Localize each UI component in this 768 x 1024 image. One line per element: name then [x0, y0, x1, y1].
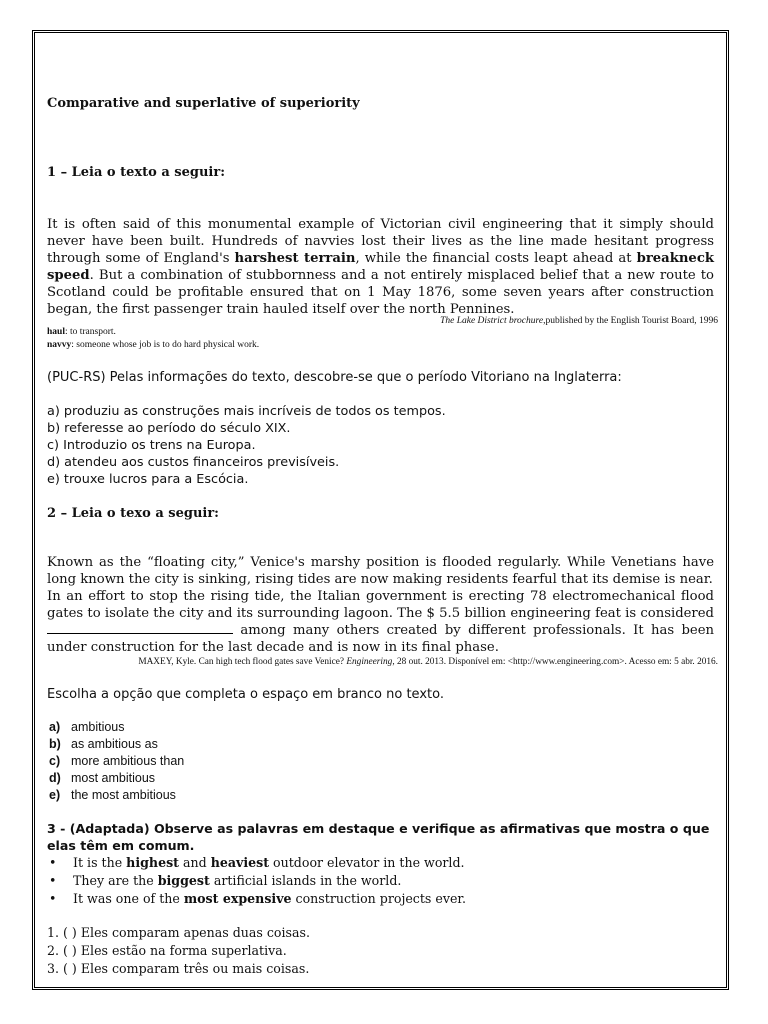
- question-1-citation: [440, 316, 718, 326]
- question-3-examples: [49, 854, 466, 908]
- option-c[interactable]: [49, 753, 184, 770]
- fill-in-blank[interactable]: [47, 622, 233, 634]
- option-text: ambitious: [71, 720, 125, 734]
- option-a[interactable]: [49, 719, 184, 736]
- question-2-options: [49, 719, 184, 804]
- option-text: more ambitious than: [71, 754, 185, 768]
- glossary-haul: [47, 327, 116, 337]
- option-e[interactable]: [49, 787, 184, 804]
- glossary-term: navvy: [47, 340, 72, 350]
- option-letter: b): [49, 737, 61, 751]
- citation-source: The Lake District brochure: [440, 316, 544, 326]
- example-text: construction projects ever.: [291, 891, 467, 906]
- passage-text: , while the financial costs leapt ahead at: [355, 251, 637, 266]
- question-1-heading: 1 – Leia o texto a seguir:: [47, 165, 225, 180]
- example-text: and: [179, 855, 211, 870]
- question-1-options: [47, 403, 446, 488]
- citation-detail: , 28 out. 2013. Disponível em: <http://www.engineering.com>. Acesso em: 5 abr. 2016.: [392, 657, 718, 667]
- example-item: [49, 854, 466, 872]
- example-item: [49, 872, 466, 890]
- option-letter: c): [49, 754, 61, 768]
- citation-source: Engineering: [346, 657, 393, 667]
- highlight-harshest-terrain: harshest terrain: [234, 251, 356, 266]
- highlight-word: highest: [126, 855, 179, 870]
- example-text: They are the: [73, 873, 158, 888]
- example-text: It is the: [73, 855, 127, 870]
- option-a[interactable]: a) produziu as construções mais incríveis de todos os tempos.: [47, 404, 446, 419]
- passage-text: It is often said of this monumental example of Victorian civil engineering that it simply should never have been built. Hundreds of navvies lost their lives as the line made hesitant progress through some of England's: [47, 217, 714, 266]
- example-text: It was one of the: [73, 891, 184, 906]
- bullet-icon: •: [49, 873, 57, 888]
- option-d[interactable]: [49, 770, 184, 787]
- bullet-icon: •: [49, 891, 57, 906]
- citation-author: MAXEY, Kyle. Can high tech flood gates save Venice?: [138, 657, 347, 667]
- question-1-prompt: (PUC-RS) Pelas informações do texto, descobre-se que o período Vitoriano na Inglaterra:: [47, 370, 622, 385]
- question-2-passage: [47, 554, 714, 656]
- statement-3[interactable]: 3. ( ) Eles comparam três ou mais coisas.: [47, 961, 310, 976]
- highlight-breakneck-speed: breakneck speed: [47, 251, 714, 283]
- bullet-icon: •: [49, 855, 57, 870]
- option-e[interactable]: e) trouxe lucros para a Escócia.: [47, 472, 249, 487]
- option-c[interactable]: c) Introduzio os trens na Europa.: [47, 438, 256, 453]
- question-1-passage: [47, 216, 714, 318]
- option-b[interactable]: b) referesse ao período do século XIX.: [47, 421, 291, 436]
- page-title: Comparative and superlative of superiority: [47, 96, 360, 111]
- example-text: artificial islands in the world.: [209, 873, 402, 888]
- option-b[interactable]: [49, 736, 184, 753]
- option-text: most ambitious: [71, 771, 156, 785]
- glossary-term: haul: [47, 327, 65, 337]
- option-letter: d): [49, 771, 61, 785]
- option-letter: a): [49, 720, 61, 734]
- citation-detail: ,published by the English Tourist Board, 1996: [543, 316, 718, 326]
- passage-text: In an effort to stop the rising tide, the Italian government is erecting 78 electromechanical flood gates to isolate the city and its surrounding lagoon. The $ 5.5 billion engineering feat is considered: [47, 589, 714, 621]
- highlight-word: heaviest: [210, 855, 270, 870]
- glossary-definition: : someone whose job is to do hard physical work.: [71, 340, 260, 350]
- question-2-prompt: Escolha a opção que completa o espaço em branco no texto.: [47, 687, 444, 702]
- highlight-word: most expensive: [183, 891, 292, 906]
- question-2-citation: [138, 657, 718, 667]
- question-3-heading: 3 - (Adaptada) Observe as palavras em destaque e verifique as afirmativas que mostra o que elas têm em comum.: [47, 821, 710, 853]
- option-text: the most ambitious: [71, 788, 176, 802]
- statement-1[interactable]: 1. ( ) Eles comparam apenas duas coisas.: [47, 925, 310, 940]
- question-2-heading: 2 – Leia o texo a seguir:: [47, 506, 219, 521]
- option-d[interactable]: d) atendeu aos custos financeiros previsíveis.: [47, 455, 340, 470]
- passage-text: . But a combination of stubbornness and a not entirely misplaced belief that a new route to Scotland could be profitable ensured that on 1 May 1876, some seven years after construction began, the first passenger train hauled itself over the north Pennines.: [47, 268, 714, 317]
- option-text: as ambitious as: [71, 737, 158, 751]
- page-border: [32, 30, 729, 990]
- statement-2[interactable]: 2. ( ) Eles estão na forma superlativa.: [47, 943, 287, 958]
- example-text: outdoor elevator in the world.: [269, 855, 465, 870]
- glossary-navvy: [47, 340, 259, 350]
- highlight-word: biggest: [157, 873, 210, 888]
- option-letter: e): [49, 788, 61, 802]
- passage-paragraph-1: Known as the “floating city,” Venice's marshy position is flooded regularly. While Venetians have long known the city is sinking, rising tides are now making residents fearful that its demise is near.: [47, 555, 714, 587]
- glossary-definition: : to transport.: [64, 327, 116, 337]
- passage-text: among many others created by different professionals. It has been under construction for the last decade and is now in its final phase.: [47, 623, 714, 655]
- example-item: [49, 890, 466, 908]
- passage-paragraph-2: [47, 588, 714, 656]
- question-3-statements: [47, 924, 310, 978]
